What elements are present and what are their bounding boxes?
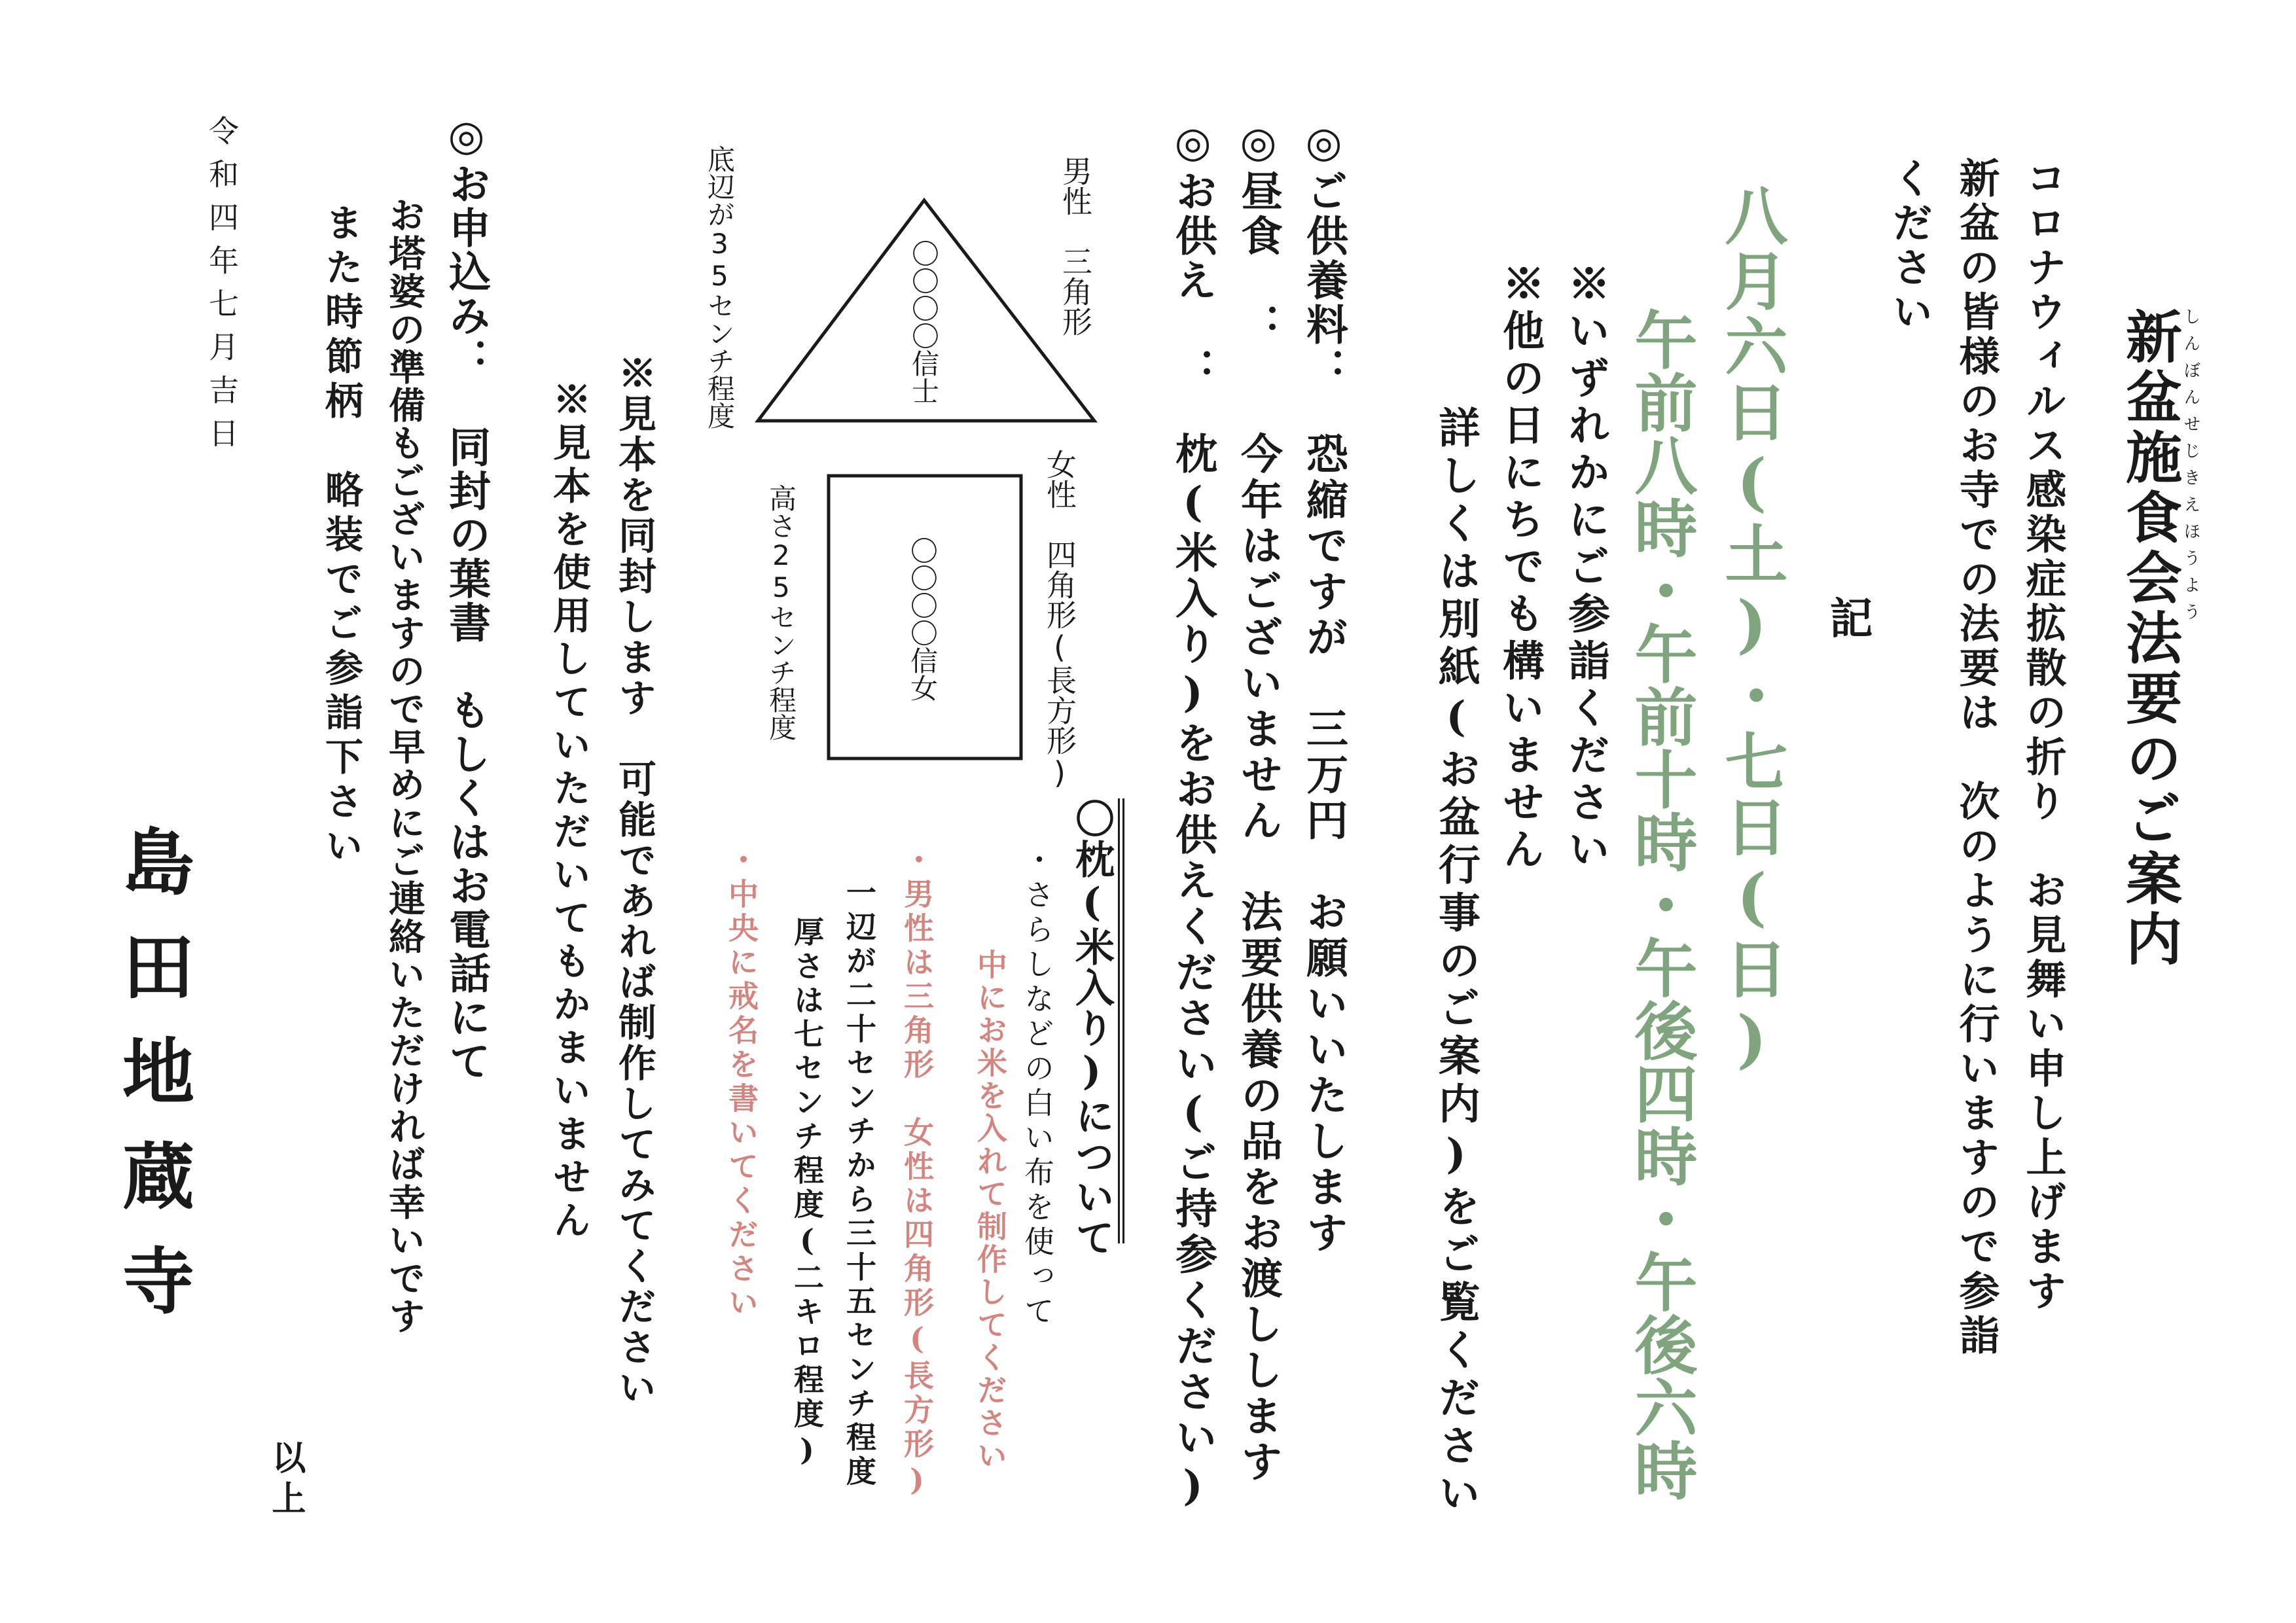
sample-note-2: ※見本を使用していただいてもかまいません [547,380,591,1243]
pillow-line-1: ・さらしなどの白い布を使って [1020,844,1055,1330]
lunch-item: ◎昼食 ： [1234,118,1283,348]
offering-item: ◎お供え ： [1168,118,1217,392]
pillow-line-4: 一辺が二十センチから三十五センチ程度 [842,877,877,1489]
pillow-line-3: ・男性は三角形 女性は四角形(長方形) [899,844,935,1501]
page-title: 新盆施食会法要のご案内 [2116,308,2182,970]
temple-name: 島田地蔵寺 [111,825,195,1348]
female-name-sample: 〇〇〇〇信女 [906,537,939,702]
pillow-heading: 〇枕(米入り)について [1069,798,1115,1258]
male-shape-label: 男性 三角形 [1058,156,1093,336]
sample-note-1: ※見本を同封します 可能であれば制作してみてください [612,353,656,1408]
offering-fee-text: 恐縮ですが 三万円 お願いいたします [1299,432,1348,1257]
application-item: ◎お申込み： 同封の葉書 もしくはお電話にて [442,111,491,1083]
intro-line-2: 新盆の皆様のお寺での法要は 次のように行いますので参詣 [1952,157,2000,1359]
intro-line-1: コロナウィルス感染症拡散の折り お見舞い申し上げます [2019,157,2067,1314]
base-size-label: 底辺が35センチ程度 [704,145,736,429]
lunch-text: 今年はございません 法要供養の品をお渡しします [1234,432,1283,1486]
application-line-1: お塔婆の準備もございますので早めにご連絡いただければ幸いです [383,196,426,1335]
note-other-days: ※他の日にちでも構いません [1496,262,1545,874]
note-any-session: ※いずれかにご参詣ください [1561,262,1610,874]
offering-text: 枕(米入り)をお供えください(ご持参ください) [1168,432,1217,1514]
male-name-sample: 〇〇〇〇信士 [908,240,940,404]
event-times: 午前八時・午前十時・午後四時・午後六時 [1624,308,1698,1501]
pillow-line-2: 中にお米を入れて制作してください [973,949,1008,1472]
event-dates: 八月六日(土)・七日(日) [1715,183,1789,1079]
height-size-label: 高さ25センチ程度 [765,484,797,741]
details-note: 詳しくは別紙(お盆行事のご案内)をご覧ください [1431,406,1480,1519]
application-line-2: また時節柄 略装でご参詣下さい [319,203,363,870]
issue-date: 令和四年七月吉日 [204,115,240,461]
pillow-line-5: 厚さは七センチ程度(二キロ程度) [789,916,825,1471]
intro-line-3: ください [1886,157,1933,335]
closing-word: 以上 [266,1440,306,1521]
female-shape-label: 女性 四角形(長方形) [1042,449,1077,791]
pillow-line-6: ・中央に戒名を書いてください [724,844,759,1321]
title-ruby: しんぼんせじきえほうよう [2181,308,2200,630]
offering-fee-item: ◎ご供養料： [1299,118,1348,392]
ki-heading: 記 [1822,596,1873,639]
